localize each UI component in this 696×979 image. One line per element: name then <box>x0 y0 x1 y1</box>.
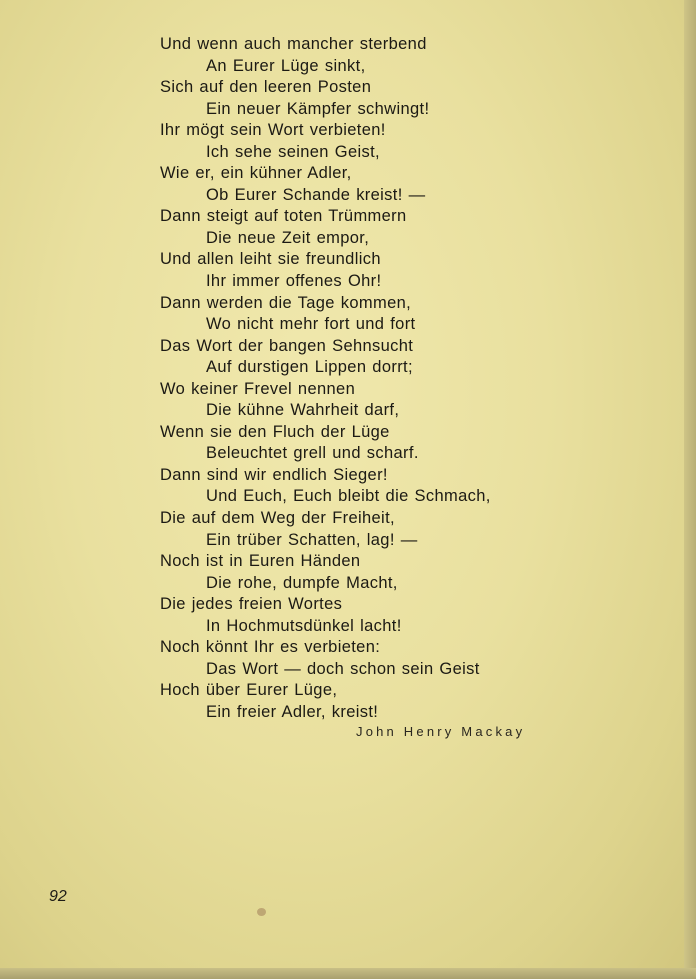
poem-line: Das Wort — doch schon sein Geist <box>206 659 480 678</box>
poem-line: Wo nicht mehr fort und fort <box>206 315 416 334</box>
poem-line: Ich sehe seinen Geist, <box>206 142 380 161</box>
poem-line: Die neue Zeit empor, <box>206 228 370 247</box>
poem-line: Sich auf den leeren Posten <box>160 78 372 97</box>
poem-author: John Henry Mackay <box>356 724 526 739</box>
poem-line: Das Wort der bangen Sehnsucht <box>160 336 414 355</box>
poem-line: Wo keiner Frevel nennen <box>160 379 356 398</box>
poem-line: Ein neuer Kämpfer schwingt! <box>206 99 430 118</box>
poem-line: Und allen leiht sie freundlich <box>160 250 381 269</box>
page-number: 92 <box>49 888 67 905</box>
poem-line: Ihr mögt sein Wort verbieten! <box>160 121 386 140</box>
poem-line: Noch könnt Ihr es verbieten: <box>160 638 381 657</box>
poem-line: Dann werden die Tage kommen, <box>160 293 412 312</box>
poem-line: Ein freier Adler, kreist! <box>206 702 379 721</box>
page-edge-bottom <box>0 968 696 979</box>
poem-text <box>160 34 620 724</box>
poem-line: Dann steigt auf toten Trümmern <box>160 207 407 226</box>
poem-line: Wenn sie den Fluch der Lüge <box>160 422 390 441</box>
poem-line: Und wenn auch mancher sterbend <box>160 35 427 53</box>
poem-line: Noch ist in Euren Händen <box>160 552 361 571</box>
poem-line: An Eurer Lüge sinkt, <box>206 56 366 75</box>
poem-line: Die auf dem Weg der Freiheit, <box>160 509 395 528</box>
poem-line: Dann sind wir endlich Sieger! <box>160 465 388 484</box>
poem-line: In Hochmutsdünkel lacht! <box>206 616 402 635</box>
paper-stain <box>257 908 266 916</box>
poem-line: Ihr immer offenes Ohr! <box>206 272 382 291</box>
poem-line: Auf durstigen Lippen dorrt; <box>206 358 413 377</box>
poem-line: Wie er, ein kühner Adler, <box>160 164 352 183</box>
poem-line: Und Euch, Euch bleibt die Schmach, <box>206 487 491 506</box>
poem-line: Ob Eurer Schande kreist! — <box>206 185 426 204</box>
poem-line: Die kühne Wahrheit darf, <box>206 401 400 420</box>
page-edge-right <box>684 0 696 979</box>
poem-line: Die jedes freien Wortes <box>160 595 343 614</box>
poem-line: Hoch über Eurer Lüge, <box>160 681 338 700</box>
poem-line: Beleuchtet grell und scharf. <box>206 444 419 463</box>
poem-line: Die rohe, dumpfe Macht, <box>206 573 398 592</box>
poem-line: Ein trüber Schatten, lag! — <box>206 530 418 549</box>
